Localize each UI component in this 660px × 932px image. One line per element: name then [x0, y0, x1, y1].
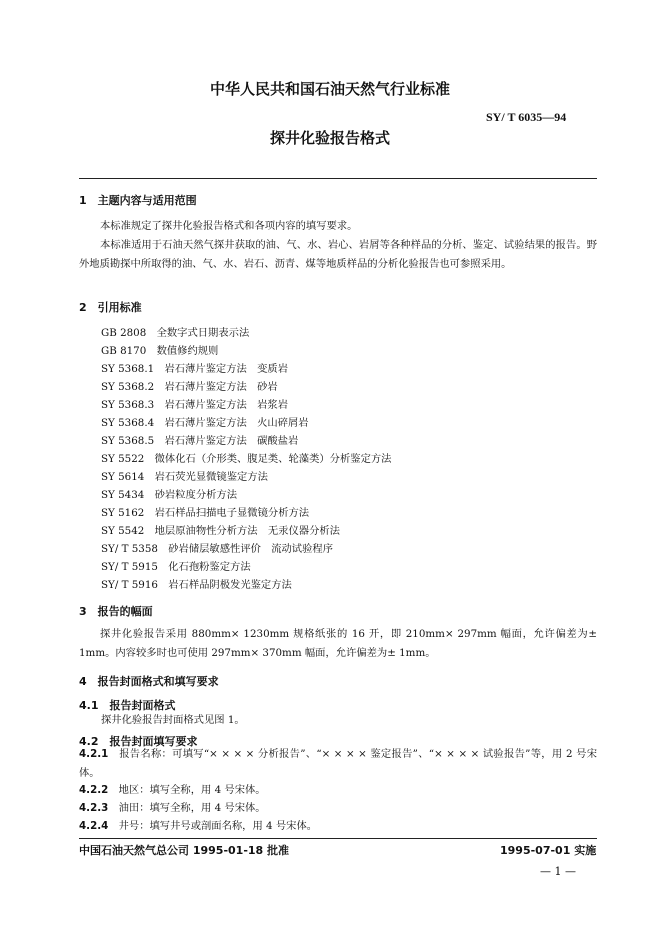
section-1-heading — [79, 192, 197, 208]
section-3-number: 3 — [79, 605, 87, 618]
reference-item: SY 5368.1 岩石薄片鉴定方法 变质岩 — [101, 363, 289, 375]
section-3-para-1: 探井化验报告采用 880mm× 1230mm 规格纸张的 16 开，即 210mm× 297mm 幅面，允许偏差为± 1mm。内容较多时也可使用 297mm× 370mm 幅面，允许偏差为± 1mm。 — [79, 628, 597, 659]
reference-item: SY 5368.2 岩石薄片鉴定方法 砂岩 — [101, 381, 278, 393]
section-1-para-2: 本标准适用于石油天然气探井获取的油、气、水、岩心、岩屑等各种样品的分析、鉴定、试验结果的报告。野外地质勘探中所取得的油、气、水、岩石、沥青、煤等地质样品的分析化验报告也可参照采用。 — [79, 239, 597, 270]
clause-text: 油田：填写全称，用 4 号宋体。 — [118, 802, 266, 814]
section-3-title: 报告的幅面 — [97, 605, 153, 618]
page-number: — 1 — — [540, 865, 576, 878]
reference-item: SY 5614 岩石荧光显微镜鉴定方法 — [101, 471, 268, 483]
section-3-heading — [79, 603, 153, 619]
reference-item: SY/ T 5916 岩石样品阴极发光鉴定方法 — [101, 579, 292, 591]
clause-4-2-1 — [79, 745, 597, 783]
section-1-number: 1 — [79, 194, 87, 207]
clause-4-2-3 — [79, 798, 266, 818]
clause-text: 地区：填写全称，用 4 号宋体。 — [118, 784, 266, 796]
approval-line: 中国石油天然气总公司 1995-01-18 批准 — [79, 844, 290, 857]
effective-date: 1995-07-01 实施 — [500, 844, 597, 857]
reference-item: SY 5522 微体化石（介形类、腹足类、轮藻类）分析鉴定方法 — [101, 453, 392, 465]
reference-item: SY/ T 5915 化石孢粉鉴定方法 — [101, 561, 251, 573]
clause-4-2-4 — [79, 816, 317, 836]
reference-item: GB 2808 全数字式日期表示法 — [101, 327, 250, 339]
reference-item: GB 8170 数值修约规则 — [101, 345, 219, 357]
clause-text: 井号：填写井号或剖面名称，用 4 号宋体。 — [118, 820, 318, 832]
reference-item: SY 5368.4 岩石薄片鉴定方法 火山碎屑岩 — [101, 417, 309, 429]
subsection-4-2-number: 4.2 — [79, 735, 99, 748]
section-4-heading — [79, 673, 219, 689]
reference-item: SY 5368.5 岩石薄片鉴定方法 碳酸盐岩 — [101, 435, 299, 447]
document-title: 探井化验报告格式 — [269, 129, 390, 147]
subsection-4-1-title: 报告封面格式 — [109, 699, 176, 712]
org-title: 中华人民共和国石油天然气行业标准 — [209, 80, 450, 98]
section-1-title: 主题内容与适用范围 — [97, 194, 197, 207]
header-rule — [79, 178, 597, 179]
section-2-number: 2 — [79, 301, 87, 314]
clause-text: 报告名称：可填写“× × × × 分析报告”、“× × × × 鉴定报告”、“× × × × 试验报告”等，用 2 号宋体。 — [79, 748, 597, 779]
section-4-title: 报告封面格式和填写要求 — [97, 675, 219, 688]
clause-number: 4.2.3 — [79, 802, 109, 814]
clause-number: 4.2.2 — [79, 784, 109, 796]
clause-number: 4.2.1 — [79, 748, 109, 760]
reference-item: SY 5434 砂岩粒度分析方法 — [101, 489, 238, 501]
section-2-title: 引用标准 — [97, 301, 142, 314]
clause-4-2-2 — [79, 780, 266, 800]
subsection-4-1-number: 4.1 — [79, 699, 99, 712]
clause-number: 4.2.4 — [79, 820, 109, 832]
reference-item: SY 5542 地层原油物性分析方法 无汞仪器分析法 — [101, 525, 340, 537]
footer-rule — [79, 838, 597, 839]
section-2-heading — [79, 299, 142, 315]
reference-item: SY/ T 5358 砂岩储层敏感性评价 流动试验程序 — [101, 543, 333, 555]
reference-item: SY 5368.3 岩石薄片鉴定方法 岩浆岩 — [101, 399, 289, 411]
subsection-4-1-text: 探井化验报告封面格式见图 1。 — [101, 714, 245, 726]
reference-item: SY 5162 岩石样品扫描电子显微镜分析方法 — [101, 507, 310, 519]
section-4-number: 4 — [79, 675, 87, 688]
subsection-4-2-title: 报告封面填写要求 — [109, 735, 198, 748]
standard-code: SY/ T 6035—94 — [486, 110, 567, 124]
section-1-para-1: 本标准规定了探井化验报告格式和各项内容的填写要求。 — [100, 220, 358, 232]
